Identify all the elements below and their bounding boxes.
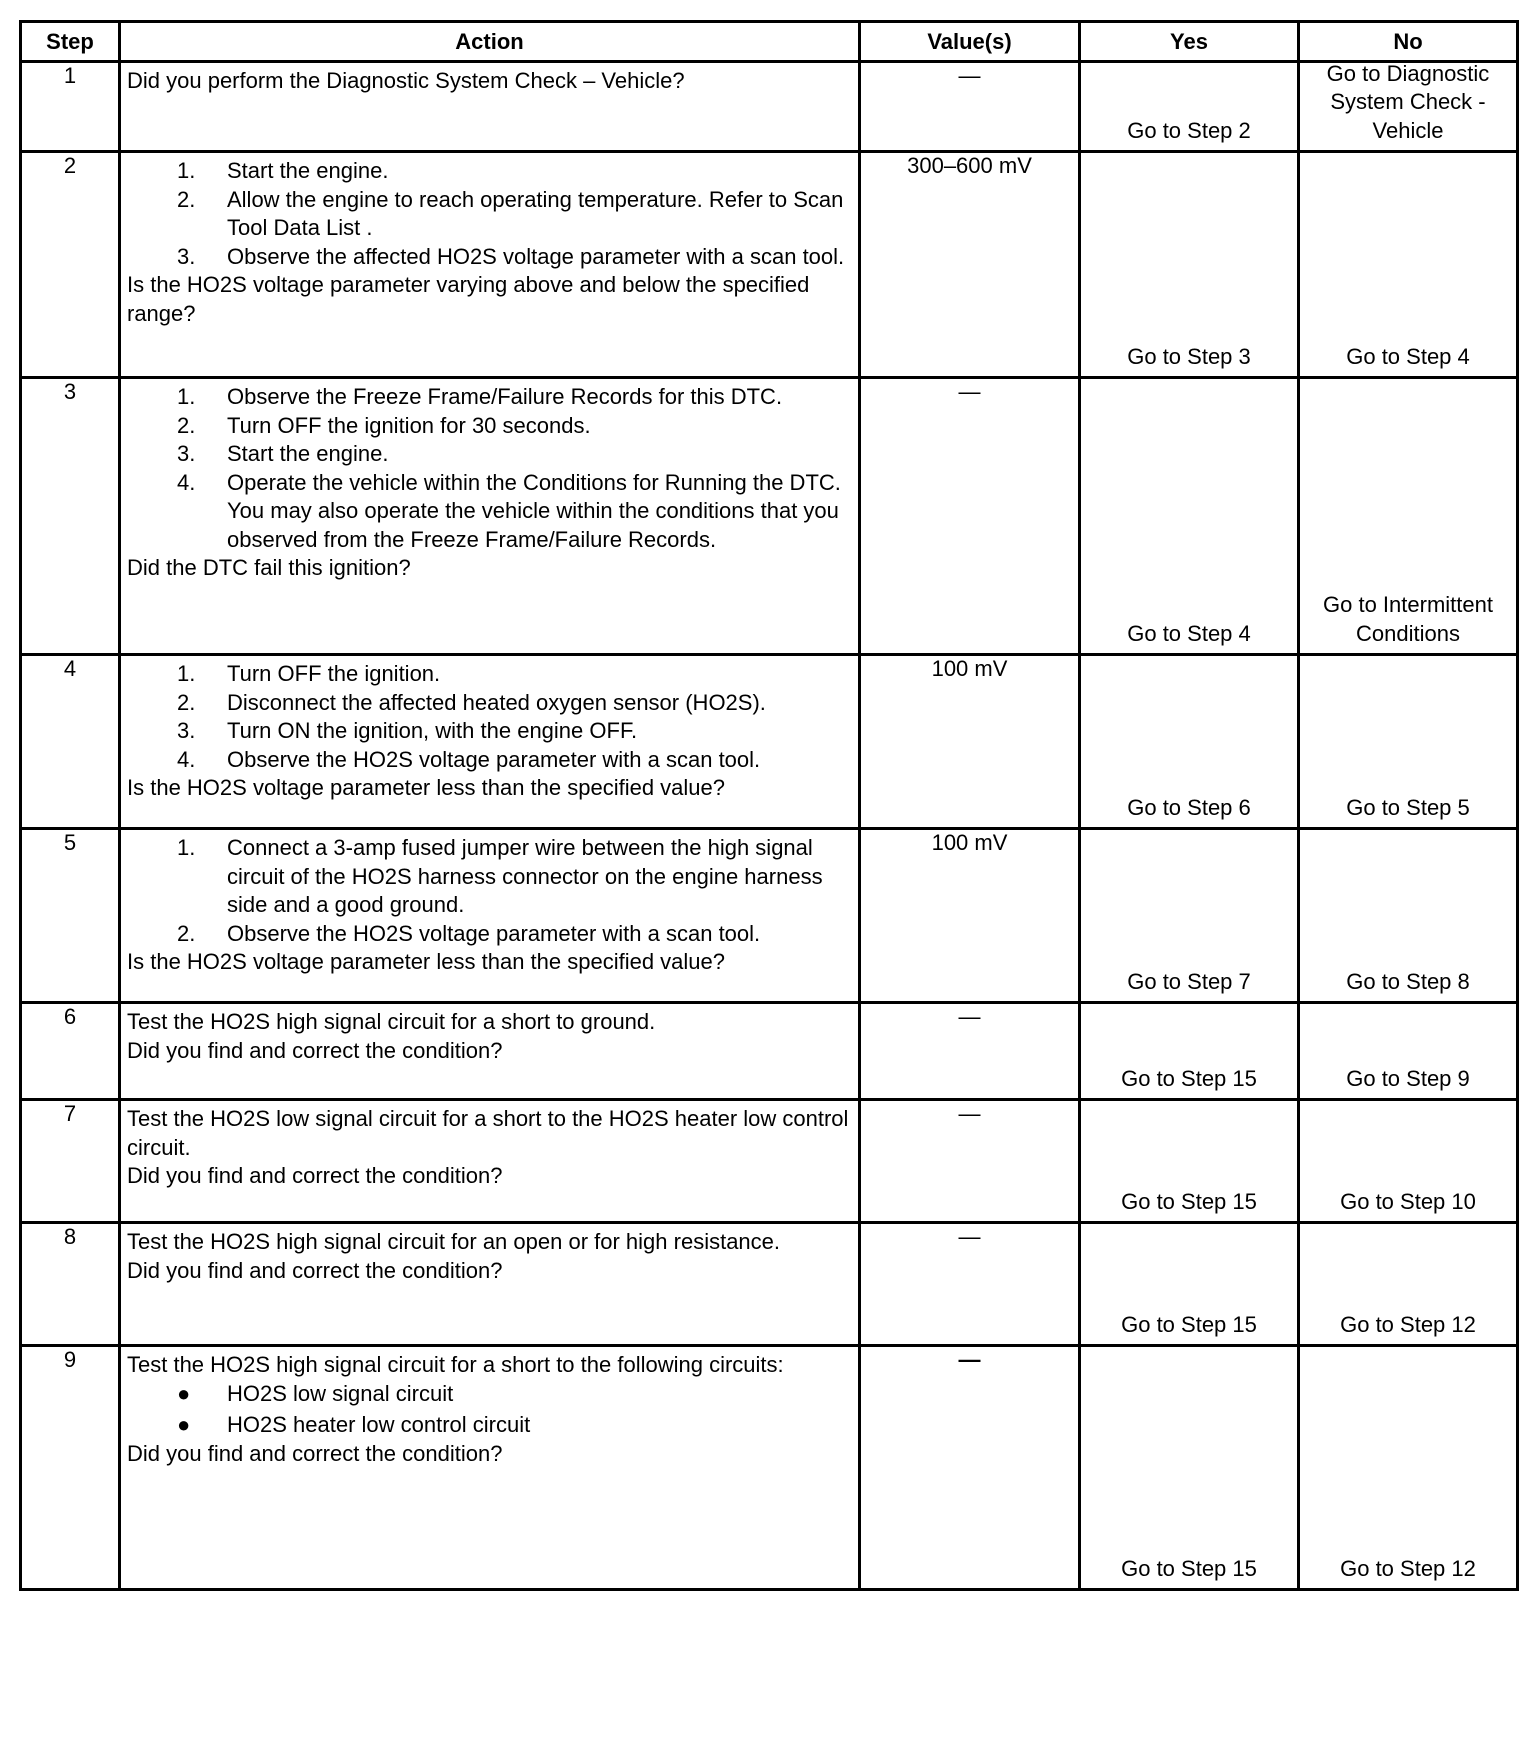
table-row	[21, 1003, 1518, 1100]
action-cell	[120, 655, 860, 829]
header-action: Action	[120, 22, 860, 62]
action-question: Did the DTC fail this ignition?	[127, 555, 411, 580]
action-intro: Test the HO2S low signal circuit for a short to the HO2S heater low control circuit.	[127, 1106, 849, 1160]
value-cell: —	[860, 1003, 1080, 1100]
no-cell	[1299, 655, 1518, 829]
no-link[interactable]: Go to Step 9	[1346, 1065, 1470, 1091]
action-cell	[120, 1100, 860, 1223]
yes-link[interactable]: Go to Step 15	[1121, 1311, 1257, 1337]
value-cell: —	[860, 378, 1080, 655]
yes-cell	[1080, 1100, 1299, 1223]
list-item: 3. Turn ON the ignition, with the engine OFF.	[177, 718, 638, 743]
no-cell	[1299, 152, 1518, 378]
yes-link[interactable]: Go to Step 15	[1121, 1188, 1257, 1214]
yes-cell	[1080, 62, 1299, 152]
table-row	[21, 1223, 1518, 1346]
list-item: 1. Connect a 3-amp fused jumper wire between the high signal circuit of the HO2S harness connector on the engine harness side and a good ground.	[177, 835, 823, 917]
diagnostic-table	[19, 20, 1519, 1591]
step-number: 8	[21, 1223, 120, 1346]
table-row	[21, 152, 1518, 378]
action-question: Is the HO2S voltage parameter varying above and below the specified range?	[127, 272, 810, 326]
table-header-row	[21, 22, 1518, 62]
action-question: Did you find and correct the condition?	[127, 1037, 503, 1063]
no-cell	[1299, 378, 1518, 655]
action-cell	[120, 378, 860, 655]
value-cell: —	[860, 1346, 1080, 1590]
list-item: 1. Start the engine.	[177, 158, 389, 183]
header-no: No	[1299, 22, 1518, 62]
action-question: Did you find and correct the condition?	[127, 1440, 503, 1466]
step-number: 5	[21, 829, 120, 1003]
action-cell	[120, 1346, 860, 1590]
no-link[interactable]: Go to Step 12	[1340, 1555, 1476, 1581]
step-number: 4	[21, 655, 120, 829]
step-number: 6	[21, 1003, 120, 1100]
step-number: 1	[21, 62, 120, 152]
no-link[interactable]: Go to Step 12	[1340, 1311, 1476, 1337]
no-link[interactable]: Go to Intermittent Conditions	[1323, 592, 1493, 646]
value-cell: —	[860, 1100, 1080, 1223]
list-item: 3. Observe the affected HO2S voltage parameter with a scan tool.	[177, 243, 845, 269]
yes-link[interactable]: Go to Step 3	[1127, 343, 1251, 369]
action-cell	[120, 152, 860, 378]
action-cell	[120, 829, 860, 1003]
list-item: ● HO2S low signal circuit	[177, 1380, 454, 1406]
action-question: Did you find and correct the condition?	[127, 1163, 503, 1188]
value-cell: 100 mV	[860, 829, 1080, 1003]
list-item: 1. Observe the Freeze Frame/Failure Records for this DTC.	[177, 384, 783, 409]
step-number: 7	[21, 1100, 120, 1223]
table-row	[21, 62, 1518, 152]
value-cell: —	[860, 62, 1080, 152]
yes-cell	[1080, 1346, 1299, 1590]
action-cell	[120, 1223, 860, 1346]
yes-cell	[1080, 655, 1299, 829]
yes-cell	[1080, 829, 1299, 1003]
table-row	[21, 655, 1518, 829]
action-cell	[120, 62, 860, 152]
action-intro: Test the HO2S high signal circuit for an open or for high resistance.	[127, 1229, 781, 1254]
yes-cell	[1080, 1223, 1299, 1346]
action-bullets	[127, 1380, 852, 1440]
no-link[interactable]: Go to Step 4	[1346, 343, 1470, 369]
list-item: 4. Operate the vehicle within the Conditions for Running the DTC. You may also operate the vehicle within the conditions that you observed from the Freeze Frame/Failure Records.	[177, 469, 841, 552]
action-steps	[127, 157, 852, 271]
list-item: 2. Allow the engine to reach operating temperature. Refer to Scan Tool Data List .	[177, 186, 844, 240]
value-cell: 100 mV	[860, 655, 1080, 829]
value-cell: 300–600 mV	[860, 152, 1080, 378]
table-row	[21, 1346, 1518, 1590]
no-cell	[1299, 62, 1518, 152]
action-question: Did you find and correct the condition?	[127, 1257, 503, 1283]
table-row	[21, 1100, 1518, 1223]
yes-cell	[1080, 1003, 1299, 1100]
no-cell	[1299, 829, 1518, 1003]
list-item: 3. Start the engine.	[177, 441, 389, 466]
header-yes: Yes	[1080, 22, 1299, 62]
action-intro: Test the HO2S high signal circuit for a short to ground.	[127, 1009, 656, 1034]
step-number: 3	[21, 378, 120, 655]
list-item: 2. Turn OFF the ignition for 30 seconds.	[177, 412, 591, 438]
action-question: Is the HO2S voltage parameter less than the specified value?	[127, 775, 726, 800]
table-row	[21, 829, 1518, 1003]
yes-link[interactable]: Go to Step 15	[1121, 1555, 1257, 1581]
no-cell	[1299, 1346, 1518, 1590]
yes-link[interactable]: Go to Step 6	[1127, 794, 1251, 820]
list-item: 2. Disconnect the affected heated oxygen sensor (HO2S).	[177, 689, 766, 715]
yes-link[interactable]: Go to Step 4	[1127, 620, 1251, 646]
list-item: 2. Observe the HO2S voltage parameter with a scan tool.	[177, 920, 761, 946]
list-item: ● HO2S heater low control circuit	[177, 1412, 531, 1437]
action-steps	[127, 383, 852, 554]
no-link[interactable]: Go to Step 5	[1346, 794, 1470, 820]
step-number: 9	[21, 1346, 120, 1590]
list-item: 4. Observe the HO2S voltage parameter with a scan tool.	[177, 746, 761, 772]
action-steps	[127, 660, 852, 774]
no-link[interactable]: Go to Step 8	[1346, 968, 1470, 994]
no-cell	[1299, 1223, 1518, 1346]
action-question: Is the HO2S voltage parameter less than the specified value?	[127, 949, 726, 974]
no-cell	[1299, 1003, 1518, 1100]
action-intro: Did you perform the Diagnostic System Check – Vehicle?	[127, 68, 685, 93]
step-number: 2	[21, 152, 120, 378]
yes-link[interactable]: Go to Step 2	[1127, 117, 1251, 143]
header-value: Value(s)	[860, 22, 1080, 62]
action-intro: Test the HO2S high signal circuit for a short to the following circuits:	[127, 1352, 784, 1377]
no-link[interactable]: Go to Diagnostic System Check - Vehicle	[1326, 60, 1490, 143]
action-cell	[120, 1003, 860, 1100]
table-row	[21, 378, 1518, 655]
header-step: Step	[21, 22, 120, 62]
yes-cell	[1080, 152, 1299, 378]
yes-link[interactable]: Go to Step 15	[1121, 1065, 1257, 1091]
action-steps	[127, 834, 852, 948]
yes-cell	[1080, 378, 1299, 655]
list-item: 1. Turn OFF the ignition.	[177, 661, 441, 686]
yes-link[interactable]: Go to Step 7	[1127, 968, 1251, 994]
no-link[interactable]: Go to Step 10	[1340, 1188, 1476, 1214]
no-cell	[1299, 1100, 1518, 1223]
value-cell: —	[860, 1223, 1080, 1346]
